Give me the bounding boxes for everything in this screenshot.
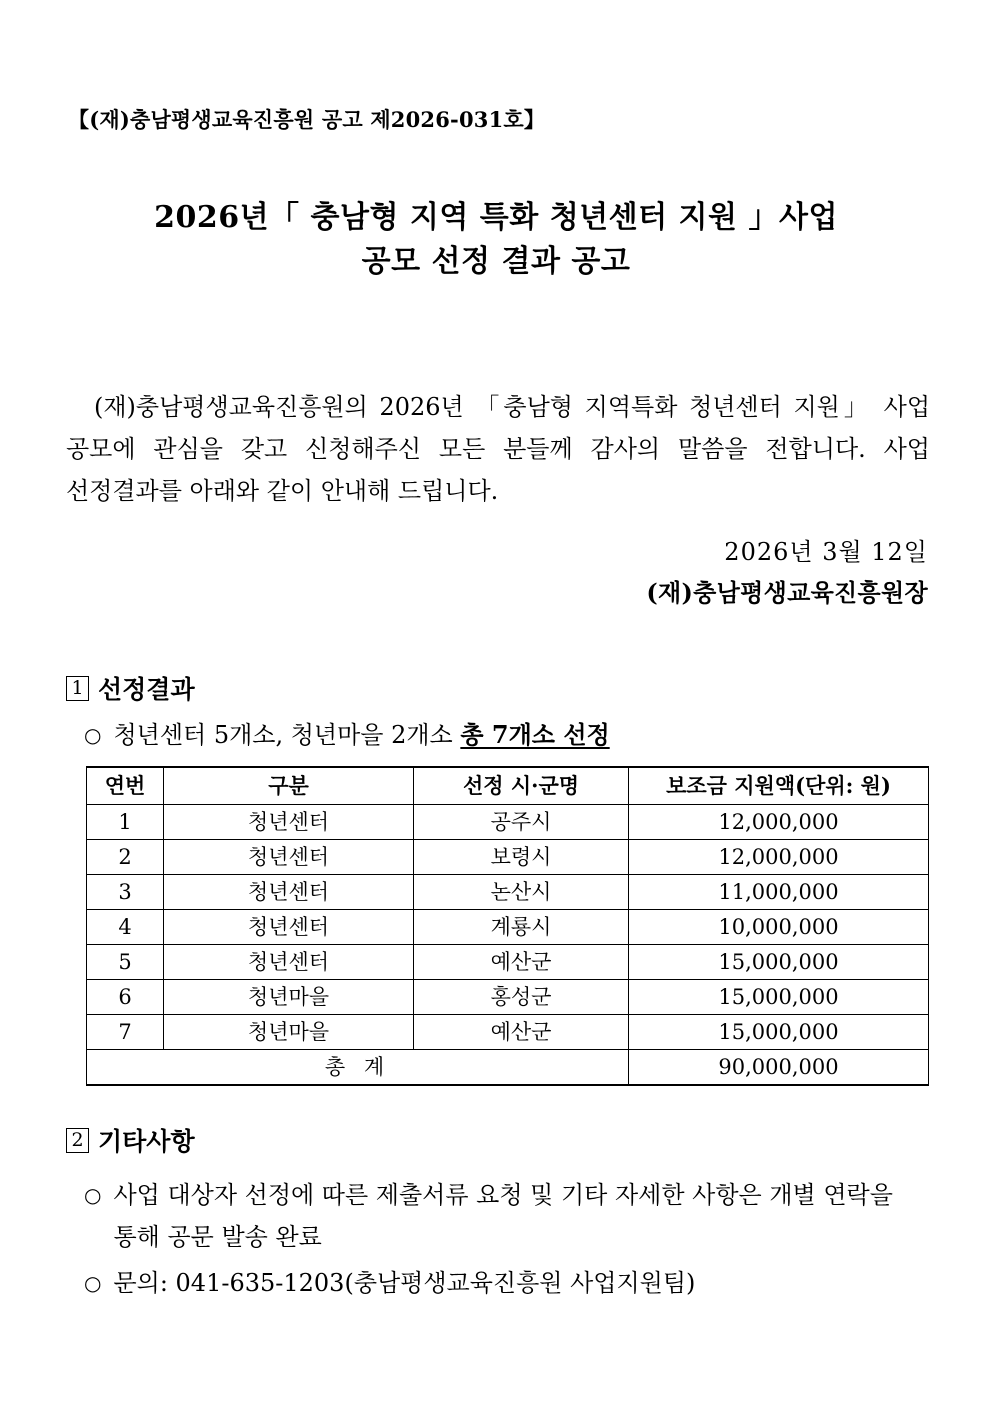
- cell-city: 논산시: [414, 875, 629, 910]
- title-line-2: 공모 선정 결과 공고: [361, 244, 631, 279]
- cell-amount: 15,000,000: [629, 945, 929, 980]
- cell-type: 청년센터: [164, 945, 414, 980]
- column-header-city: 선정 시·군명: [414, 767, 629, 805]
- cell-city: 예산군: [414, 945, 629, 980]
- etc-item-1-text: 사업 대상자 선정에 따른 제출서류 요청 및 기타 자세한 사항은 개별 연락을 통해 공문 발송 완료: [113, 1181, 893, 1251]
- etc-item-2-text: 문의: 041-635-1203(충남평생교육진흥원 사업지원팀): [113, 1269, 696, 1297]
- cell-city: 예산군: [414, 1015, 629, 1050]
- table-row: [87, 910, 929, 945]
- cell-type: 청년센터: [164, 910, 414, 945]
- column-header-amount: 보조금 지원액(단위: 원): [629, 767, 929, 805]
- cell-amount: 12,000,000: [629, 805, 929, 840]
- announcement-date: 2026년 3월 12일: [724, 538, 928, 566]
- cell-type: 청년센터: [164, 805, 414, 840]
- title-block: [0, 196, 992, 284]
- etc-item-2: [84, 1262, 930, 1304]
- cell-amount: 11,000,000: [629, 875, 929, 910]
- table-row: [87, 875, 929, 910]
- cell-amount: 12,000,000: [629, 840, 929, 875]
- signoff-block: [0, 532, 928, 614]
- cell-no: 7: [87, 1015, 164, 1050]
- intro-paragraph: [66, 386, 930, 512]
- table-row: [87, 945, 929, 980]
- section-1-number: 1: [66, 676, 89, 701]
- cell-type: 청년마을: [164, 980, 414, 1015]
- table-row: [87, 980, 929, 1015]
- section-1-heading: [66, 670, 195, 706]
- cell-amount: 15,000,000: [629, 1015, 929, 1050]
- section-1-title: 선정결과: [98, 675, 195, 704]
- summary-prefix: 청년센터 5개소, 청년마을 2개소: [113, 721, 461, 749]
- summary-emphasis: 총 7개소 선정: [460, 720, 610, 749]
- cell-city: 계룡시: [414, 910, 629, 945]
- table-header-row: [87, 767, 929, 805]
- section-2-heading: [66, 1122, 195, 1158]
- cell-no: 3: [87, 875, 164, 910]
- cell-type: 청년마을: [164, 1015, 414, 1050]
- intro-text: (재)충남평생교육진흥원의 2026년 「충남형 지역특화 청년센터 지원」 사업 공모에 관심을 갖고 신청해주신 모든 분들께 감사의 말씀을 전합니다. 사업 선정결과를 아래와 같이 안내해 드립니다.: [66, 393, 930, 505]
- section-2-title: 기타사항: [98, 1127, 195, 1156]
- cell-city: 공주시: [414, 805, 629, 840]
- table-row: [87, 1015, 929, 1050]
- cell-city: 보령시: [414, 840, 629, 875]
- table-total-row: [87, 1050, 929, 1086]
- table-row: [87, 840, 929, 875]
- column-header-no: 연번: [87, 767, 164, 805]
- total-amount: 90,000,000: [629, 1050, 929, 1086]
- table-row: [87, 805, 929, 840]
- selection-results-table: [86, 766, 929, 1086]
- issuer-name: (재)충남평생교육진흥원장: [646, 578, 928, 607]
- etc-item-1: [84, 1174, 930, 1258]
- cell-type: 청년센터: [164, 875, 414, 910]
- cell-amount: 15,000,000: [629, 980, 929, 1015]
- section-2-number: 2: [66, 1128, 89, 1153]
- cell-no: 6: [87, 980, 164, 1015]
- circle-bullet-icon: ○: [84, 1271, 102, 1295]
- selection-summary-bullet: [84, 716, 610, 754]
- cell-no: 4: [87, 910, 164, 945]
- document-number: 【(재)충남평생교육진흥원 공고 제2026-031호】: [68, 107, 546, 132]
- column-header-type: 구분: [164, 767, 414, 805]
- total-label: 총 계: [87, 1050, 629, 1086]
- cell-city: 홍성군: [414, 980, 629, 1015]
- cell-no: 2: [87, 840, 164, 875]
- cell-amount: 10,000,000: [629, 910, 929, 945]
- circle-bullet-icon: ○: [84, 1183, 102, 1207]
- selection-summary-text: [113, 716, 609, 754]
- circle-bullet-icon: ○: [84, 723, 102, 747]
- cell-no: 1: [87, 805, 164, 840]
- title-line-1: 2026년「 충남형 지역 특화 청년센터 지원 」사업: [154, 200, 838, 235]
- cell-type: 청년센터: [164, 840, 414, 875]
- cell-no: 5: [87, 945, 164, 980]
